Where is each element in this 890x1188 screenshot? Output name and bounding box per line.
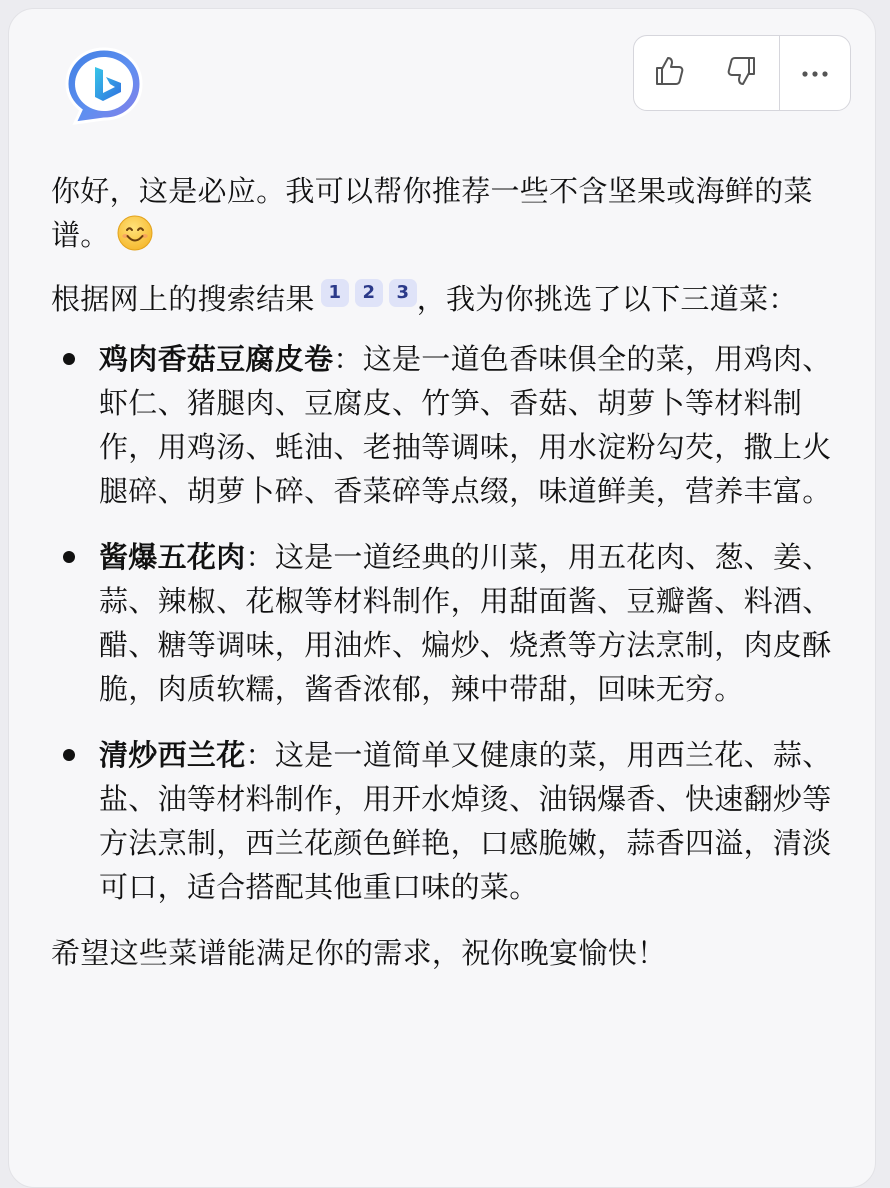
bullet-icon	[63, 551, 75, 563]
closing-paragraph: 希望这些菜谱能满足你的需求，祝你晚宴愉快！	[51, 936, 667, 970]
sources-text-continued: ，我为你挑选了以下三道菜：	[416, 282, 798, 316]
sources-paragraph	[51, 277, 851, 321]
citation-2[interactable]: 2	[355, 279, 383, 307]
feedback-actions	[633, 35, 851, 111]
sources-text: 根据网上的搜索结果	[51, 282, 315, 316]
list-item	[51, 535, 851, 711]
intro-paragraph	[51, 169, 851, 257]
dislike-button[interactable]	[704, 36, 779, 110]
thumbs-down-icon	[725, 54, 759, 92]
more-horizontal-icon	[800, 64, 830, 83]
smiling-face-emoji-icon	[116, 214, 154, 252]
dish-list	[51, 337, 851, 909]
dish-name: 酱爆五花肉	[99, 540, 246, 574]
citation-1[interactable]: 1	[321, 279, 349, 307]
dish-description: ：这是一道简单又健康的菜，用西兰花、蒜、盐、油等材料制作，用开水焯烫、油锅爆香、快速翻炒等方法烹制，西兰花颜色鲜艳，口感脆嫩，蒜香四溢，清淡可口，适合搭配其他重口味的菜。	[99, 738, 832, 904]
chat-message-card	[8, 8, 876, 1188]
dish-name: 鸡肉香菇豆腐皮卷	[99, 342, 334, 376]
bullet-icon	[63, 749, 75, 761]
more-options-button[interactable]	[779, 36, 849, 110]
thumbs-up-icon	[652, 54, 686, 92]
list-item	[51, 733, 851, 909]
intro-text: 你好，这是必应。我可以帮你推荐一些不含坚果或海鲜的菜谱。	[51, 174, 813, 252]
bing-logo-icon	[61, 43, 147, 129]
dish-description: ：这是一道经典的川菜，用五花肉、葱、姜、蒜、辣椒、花椒等材料制作，用甜面酱、豆瓣酱、料酒、醋、糖等调味，用油炸、煸炒、烧煮等方法烹制，肉皮酥脆，肉质软糯，酱香浓郁，辣中带甜，回味无穷。	[99, 540, 832, 706]
list-item	[51, 337, 851, 513]
dish-name: 清炒西兰花	[99, 738, 246, 772]
message-body	[51, 169, 851, 975]
citation-3[interactable]: 3	[389, 279, 417, 307]
bullet-icon	[63, 353, 75, 365]
like-button[interactable]	[634, 36, 704, 110]
dish-description: ：这是一道色香味俱全的菜，用鸡肉、虾仁、猪腿肉、豆腐皮、竹笋、香菇、胡萝卜等材料制作，用鸡汤、蚝油、老抽等调味，用水淀粉勾芡，撒上火腿碎、胡萝卜碎、香菜碎等点缀，味道鲜美，营养丰富。	[99, 342, 832, 508]
